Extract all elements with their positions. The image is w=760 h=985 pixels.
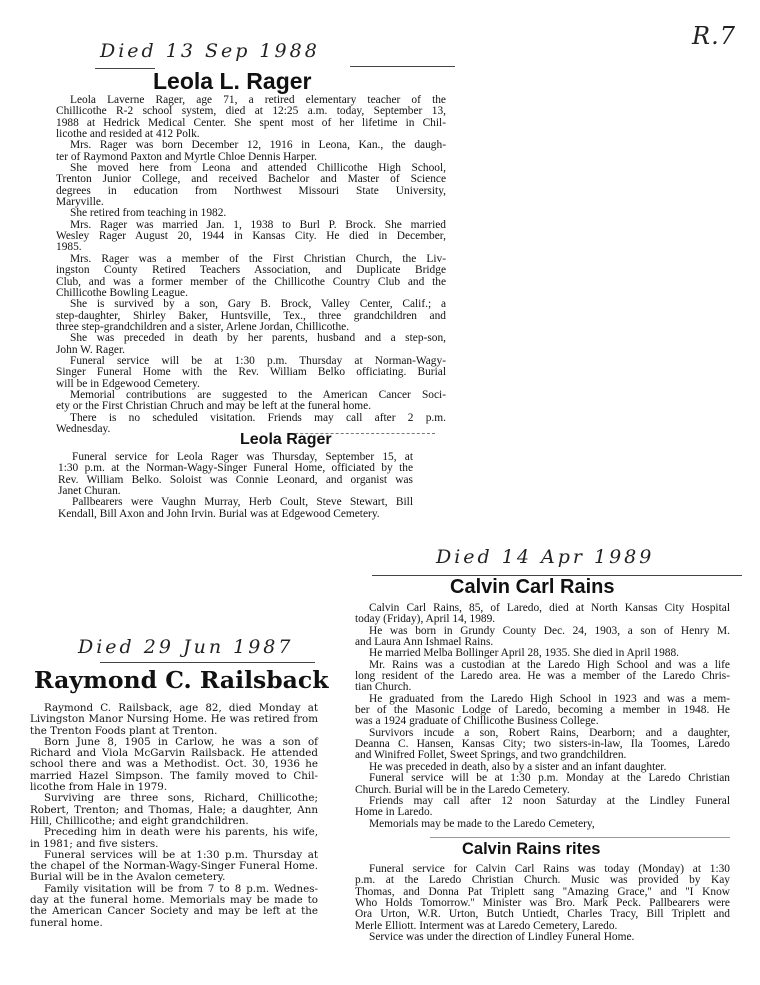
text-line: Wednesday. bbox=[56, 422, 111, 435]
text-line: Merle Elliott. Interment was at Laredo Cemetery, Laredo. bbox=[355, 919, 618, 932]
text-line: three step-grandchildren and a sister, Arlene Jordan, Chillicothe. bbox=[56, 320, 350, 333]
rites-title-rager: Leola Rager bbox=[240, 431, 332, 448]
text-line: Wesley Rager August 20, 1944 in Kansas City. He died in December, bbox=[56, 230, 446, 243]
text-line: Calvin Carl Rains, 85, of Laredo, died at North Kansas City Hospital bbox=[369, 602, 730, 614]
text-line: Richard and Viola McGarvin Railsback. He attended bbox=[30, 747, 318, 760]
handwritten-date-rains: Died 14 Apr 1989 bbox=[436, 546, 655, 568]
text-line: Funeral service will be at 1:30 p.m. Monday at the Laredo Christian bbox=[369, 772, 730, 785]
text-line: p.m. at the Laredo Christian Church. Music was provided by Kay bbox=[355, 874, 730, 887]
text-line: ber of the Masonic Lodge of Laredo, becoming a member in 1948. He bbox=[355, 704, 730, 717]
text-line: Mrs. Rager was a member of the First Christian Church, the Liv- bbox=[70, 252, 446, 265]
text-line: today (Friday), April 14, 1989. bbox=[355, 613, 496, 626]
text-line: Ora Urton, W.R. Urton, Butch Untiedt, Charles Tracy, Bill Triplett and bbox=[355, 908, 730, 921]
text-line: 1985. bbox=[56, 241, 82, 254]
text-line: ter of Raymond Paxton and Myrtle Chloe Dennis Harper. bbox=[56, 150, 317, 163]
text-line: Kendall, Bill Axon and John Irvin. Burial was at Edgewood Cemetery. bbox=[58, 507, 380, 520]
text-line: He was born in Grundy County Dec. 24, 1903, a son of Henry M. bbox=[369, 624, 730, 637]
obituary-title-rains: Calvin Carl Rains bbox=[450, 576, 615, 598]
text-line: Funeral service for Leola Rager was Thursday, September 15, at bbox=[72, 451, 413, 463]
text-line: Family visitation will be from 7 to 8 p.m. Wednes- bbox=[44, 882, 318, 895]
text-line: ingston County Retired Teachers Association, and Duplicate Bridge bbox=[56, 264, 446, 277]
text-line: Home in Laredo. bbox=[355, 806, 433, 819]
text-line: married Hazel Simpson. The family moved to Chil- bbox=[30, 769, 318, 782]
text-line: Memorial contributions are suggested to the American Cancer Soci- bbox=[70, 388, 446, 401]
text-line: Burial will be in the Avalon cemetery. bbox=[30, 871, 226, 884]
text-line: Mrs. Rager was born December 12, 1916 in Leona, Kan., the daugh- bbox=[70, 139, 446, 152]
text-line: Thomas, and Donna Pat Triplett sang ''Amazing Grace,'' and ''I Know bbox=[355, 885, 730, 898]
text-line: the Trenton Foods plant at Trenton. bbox=[30, 724, 218, 737]
text-line: Mrs. Rager was married Jan. 1, 1938 to Burl P. Brock. She married bbox=[70, 218, 446, 231]
text-line: the chapel of the Norman-Wagy-Singer Funeral Home. bbox=[30, 860, 318, 873]
text-line: tian Church. bbox=[355, 681, 412, 694]
text-line: Deanna C. Hansen, Kansas City; two sisters-in-law, Ila Toomes, Laredo bbox=[355, 738, 730, 751]
text-line: licothe from Hale in 1979. bbox=[30, 781, 168, 794]
text-line: There is no scheduled visitation. Friends may call after 2 p.m. bbox=[70, 411, 446, 424]
text-line: Service was under the direction of Lindley Funeral Home. bbox=[369, 931, 635, 944]
text-line: She retired from teaching in 1982. bbox=[70, 207, 227, 220]
obituary-body-railsback bbox=[30, 703, 318, 929]
text-line: She was preceded in death by her parents, husband and a step-son, bbox=[70, 332, 446, 345]
text-line: the American Cancer Society and may be left at the bbox=[30, 905, 318, 918]
divider bbox=[350, 66, 455, 67]
text-line: will be in Edgewood Cemetery. bbox=[56, 377, 200, 390]
text-line: Maryville. bbox=[56, 196, 104, 209]
divider bbox=[100, 662, 315, 663]
text-line: Chillicothe R-2 school system, died at 12:25 a.m. today, September 13, bbox=[56, 105, 446, 118]
obituary-body-rains bbox=[355, 603, 730, 830]
text-line: day at the funeral home. Memorials may be made to bbox=[30, 894, 318, 907]
text-line: in 1981; and five sisters. bbox=[30, 837, 159, 850]
text-line: Funeral service will be at 1:30 p.m. Thursday at Norman-Wagy- bbox=[70, 354, 446, 367]
text-line: Chillicothe Bowling League. bbox=[56, 286, 188, 299]
text-line: Mr. Rains was a custodian at the Laredo High School and was a life bbox=[369, 658, 730, 671]
text-line: Memorials may be made to the Laredo Cemetery, bbox=[369, 817, 595, 830]
text-line: long resident of the Laredo area. He was a member of the Laredo Chris- bbox=[355, 670, 730, 683]
obituary-title-rager: Leola L. Rager bbox=[153, 68, 312, 94]
rites-title-rains: Calvin Rains rites bbox=[462, 840, 601, 858]
text-line: Survivors incude a son, Robert Rains, Dearborn; and a daughter, bbox=[369, 726, 730, 739]
rites-body-rains bbox=[355, 864, 730, 943]
text-line: Friends may call after 12 noon Saturday at the Lindley Funeral bbox=[369, 794, 730, 807]
text-line: John W. Rager. bbox=[56, 343, 125, 356]
rites-body-rager bbox=[58, 452, 413, 520]
text-line: Robert, Trenton; and Thomas, Hale; a daughter, Ann bbox=[30, 803, 318, 816]
text-line: was a 1924 graduate of Chillicothe Business College. bbox=[355, 715, 599, 728]
text-line: Preceding him in death were his parents, his wife, bbox=[44, 826, 318, 839]
text-line: step-daughter, Shirley Baker, Huntsville, Tex., three grandchildren and bbox=[56, 309, 446, 322]
text-line: degrees in education from Northwest Missouri State University, bbox=[56, 184, 446, 197]
text-line: 1988 at Hedrick Medical Center. She spent most of her lifetime in Chil- bbox=[56, 116, 446, 129]
text-line: He was preceded in death, also by a sister and an infant daughter. bbox=[369, 760, 667, 773]
text-line: Singer Funeral Home with the Rev. William Belko officiating. Burial bbox=[56, 366, 446, 379]
text-line: Leola Laverne Rager, age 71, a retired elementary teacher of the bbox=[70, 94, 446, 106]
handwritten-date-rager: Died 13 Sep 1988 bbox=[100, 40, 320, 62]
text-line: 1:30 p.m. at the Norman-Wagy-Singer Funeral Home, officiated by the bbox=[58, 462, 413, 475]
text-line: He graduated from the Laredo High School in 1923 and was a mem- bbox=[369, 692, 730, 705]
text-line: Pallbearers were Vaughn Murray, Herb Coult, Steve Stewart, Bill bbox=[72, 496, 413, 509]
text-line: He married Melba Bollinger April 28, 1935. She died in April 1988. bbox=[369, 647, 680, 660]
text-line: Trenton Junior College, and received Bachelor and Master of Science bbox=[56, 173, 446, 186]
text-line: Hill, Chillicothe; and eight grandchildren. bbox=[30, 814, 249, 827]
text-line: school there and was a Methodist. Oct. 30, 1936 he bbox=[30, 758, 318, 771]
text-line: Who Holds Tomorrow.'' Minister was Bro. Mark Peck. Pallbearers were bbox=[355, 897, 730, 910]
text-line: Club, and was a former member of the Chillicothe Country Club and the bbox=[56, 275, 446, 288]
text-line: Funeral service for Calvin Carl Rains was today (Monday) at 1:30 bbox=[369, 863, 730, 875]
text-line: Rev. William Belko. Soloist was Connie Leonard, and organist was bbox=[58, 473, 413, 486]
text-line: and Winifred Follet, Sweet Springs, and two grandchildren. bbox=[355, 749, 627, 762]
text-line: licothe and resided at 412 Polk. bbox=[56, 128, 200, 141]
text-line: and Laura Ann Ishmael Rains. bbox=[355, 636, 494, 649]
text-line: Church. Burial will be in the Laredo Cemetery. bbox=[355, 783, 570, 796]
text-line: Livingston Manor Nursing Home. He was retired from bbox=[30, 713, 318, 726]
obituary-body-rager bbox=[56, 95, 446, 435]
text-line: Surviving are three sons, Richard, Chillicothe; bbox=[44, 792, 318, 805]
text-line: funeral home. bbox=[30, 916, 103, 929]
handwritten-date-railsback: Died 29 Jun 1987 bbox=[78, 636, 294, 658]
text-line: Born June 8, 1905 in Carlow, he was a son of bbox=[44, 735, 318, 748]
page-mark: R.7 bbox=[692, 22, 736, 50]
text-line: Raymond C. Railsback, age 82, died Monday at bbox=[44, 702, 318, 714]
text-line: She is survived by a son, Gary B. Brock, Valley Center, Calif.; a bbox=[70, 298, 446, 311]
obituary-title-railsback: Raymond C. Railsback bbox=[34, 666, 329, 694]
divider bbox=[430, 837, 730, 838]
text-line: ety or the First Christian Chruch and may be left at the funeral home. bbox=[56, 400, 372, 413]
divider bbox=[95, 68, 155, 69]
text-line: Janet Churan. bbox=[58, 485, 121, 498]
text-line: Funeral services will be at 1:30 p.m. Thursday at bbox=[44, 848, 318, 861]
text-line: She moved here from Leona and attended Chillicothe High School, bbox=[70, 162, 446, 175]
